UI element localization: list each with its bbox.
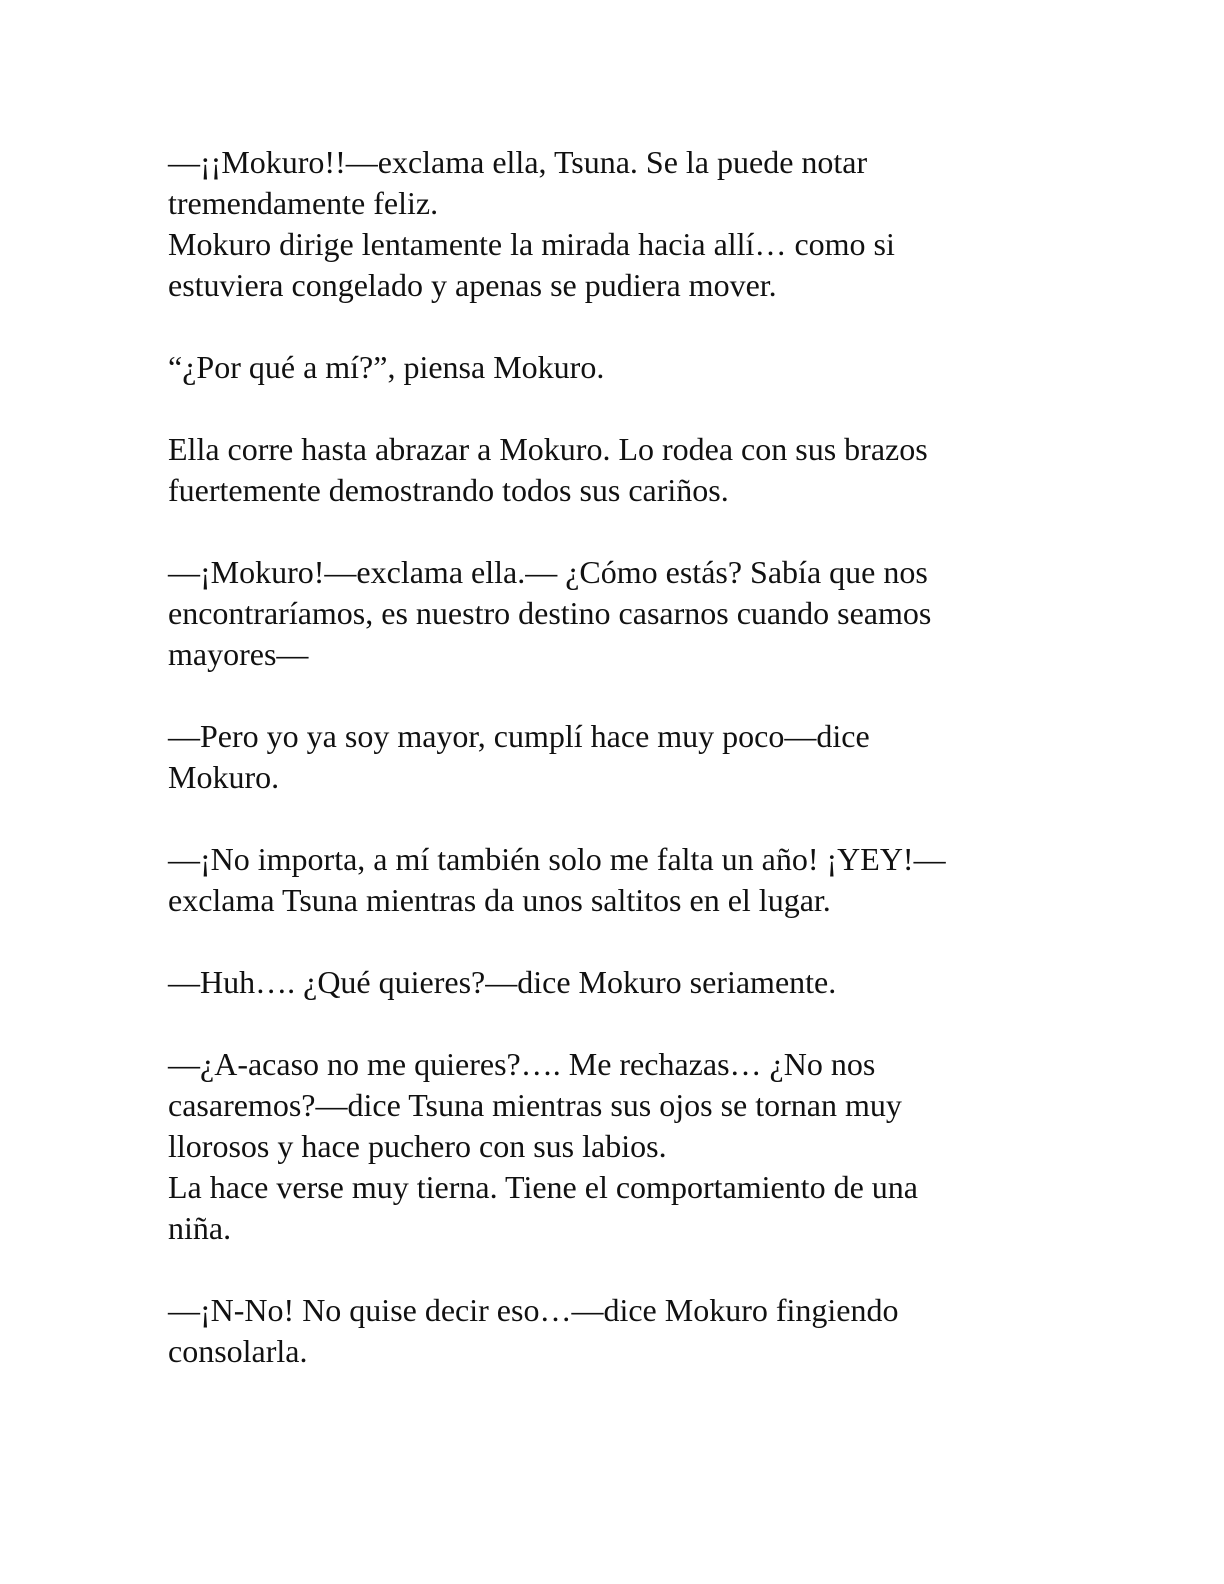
text-line: —Huh…. ¿Qué quieres?—dice Mokuro seriamente.	[168, 964, 837, 1000]
text-line: mayores—	[168, 636, 309, 672]
paragraph-1	[168, 142, 1048, 306]
text-line: Ella corre hasta abrazar a Mokuro. Lo rodea con sus brazos	[168, 431, 928, 467]
paragraph-8	[168, 1044, 1048, 1249]
text-line: Mokuro.	[168, 759, 280, 795]
story-text	[168, 142, 1048, 1413]
text-line: Mokuro dirige lentamente la mirada hacia allí… como si	[168, 226, 895, 262]
text-line: —¡Mokuro!—exclama ella.— ¿Cómo estás? Sabía que nos	[168, 554, 928, 590]
paragraph-5	[168, 716, 1048, 798]
paragraph-4	[168, 552, 1048, 675]
text-line: llorosos y hace puchero con sus labios.	[168, 1128, 667, 1164]
paragraph-2	[168, 347, 1048, 388]
paragraph-9	[168, 1290, 1048, 1372]
paragraph-3	[168, 429, 1048, 511]
text-line: encontraríamos, es nuestro destino casarnos cuando seamos	[168, 595, 932, 631]
text-line: —¡No importa, a mí también solo me falta un año! ¡YEY!—	[168, 841, 946, 877]
text-line: “¿Por qué a mí?”, piensa Mokuro.	[168, 349, 605, 385]
paragraph-6	[168, 839, 1048, 921]
text-line: consolarla.	[168, 1333, 308, 1369]
text-line: estuviera congelado y apenas se pudiera mover.	[168, 267, 777, 303]
text-line: —¿A-acaso no me quieres?…. Me rechazas… ¿No nos	[168, 1046, 876, 1082]
text-line: niña.	[168, 1210, 232, 1246]
text-line: casaremos?—dice Tsuna mientras sus ojos se tornan muy	[168, 1087, 902, 1123]
text-line: —¡¡Mokuro!!—exclama ella, Tsuna. Se la puede notar	[168, 144, 868, 180]
text-line: La hace verse muy tierna. Tiene el comportamiento de una	[168, 1169, 918, 1205]
paragraph-7	[168, 962, 1048, 1003]
text-line: —Pero yo ya soy mayor, cumplí hace muy poco—dice	[168, 718, 870, 754]
text-line: tremendamente feliz.	[168, 185, 439, 221]
text-line: exclama Tsuna mientras da unos saltitos en el lugar.	[168, 882, 831, 918]
text-line: fuertemente demostrando todos sus cariños.	[168, 472, 729, 508]
text-line: —¡N-No! No quise decir eso…—dice Mokuro fingiendo	[168, 1292, 899, 1328]
